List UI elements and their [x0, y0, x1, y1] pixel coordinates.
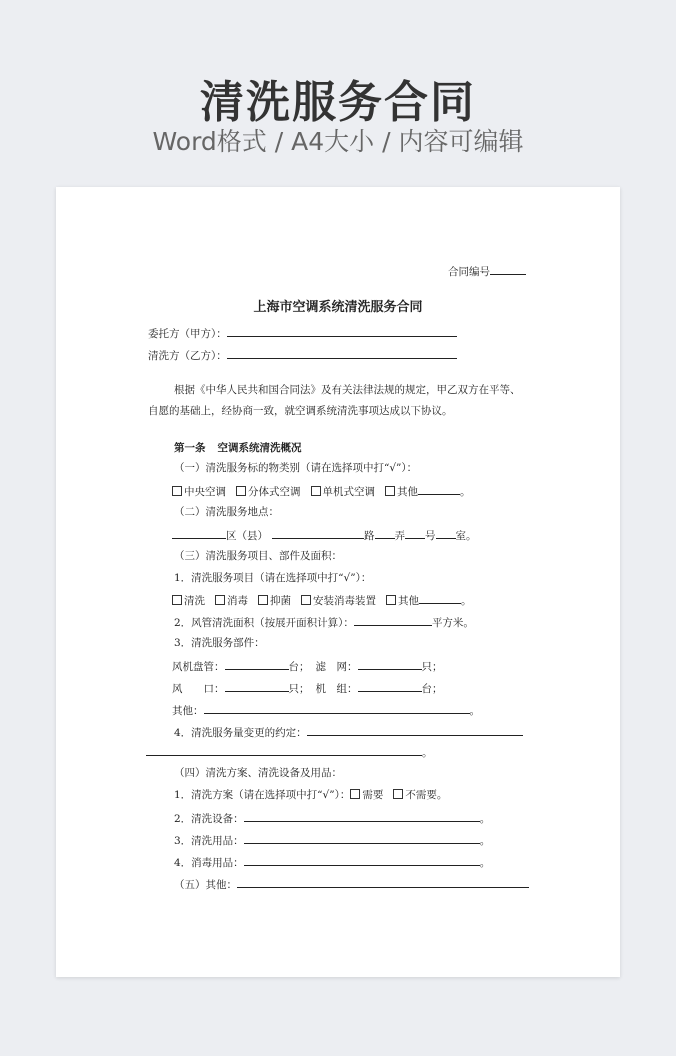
banner-title: 清洗服务合同: [200, 77, 476, 128]
option-central-ac: 中央空调: [184, 486, 226, 498]
supplies-line: [174, 832, 490, 848]
section-1-options: [172, 483, 471, 499]
plan-line: [174, 788, 447, 802]
fan-coil-field[interactable]: [225, 658, 289, 670]
service-items-options: [172, 592, 472, 608]
intro-line-1: 根据《中华人民共和国合同法》及有关法律法规的规定，甲乙双方在平等、: [174, 384, 521, 396]
vent-unit: 只；: [288, 683, 310, 695]
equipment-label: 2．清洗设备：: [174, 813, 244, 825]
duct-area-line: [174, 614, 474, 630]
parts-other-label: 其他：: [172, 705, 204, 717]
section-2-heading: （二）清洗服务地点：: [174, 506, 279, 518]
filter-field[interactable]: [358, 658, 422, 670]
district-field[interactable]: [172, 527, 226, 539]
client-label: 委托方（甲方）：: [148, 328, 227, 340]
document-page: [56, 187, 620, 977]
checkbox-clean[interactable]: [172, 595, 182, 605]
option-clean: 清洗: [184, 595, 205, 607]
parts-line-2: [172, 680, 443, 696]
option-antibacterial: 抑菌: [270, 595, 291, 607]
duct-area-unit: 平方米。: [431, 617, 474, 629]
option-unit-ac: 单机式空调: [322, 486, 375, 498]
section-5-label: （五）其他：: [174, 879, 237, 891]
filter-unit: 只；: [421, 661, 443, 673]
option-plan-yes: 需要: [362, 789, 384, 801]
fan-coil-unit: 台；: [288, 661, 310, 673]
items-end: 。: [461, 595, 472, 607]
section-2-address: [172, 527, 477, 543]
change-agreement-field-2[interactable]: [146, 744, 422, 756]
disinfectant-label: 4．消毒用品：: [174, 857, 244, 869]
room-label: 室。: [455, 530, 477, 542]
machine-unit: 台；: [421, 683, 443, 695]
section-5-line: [174, 876, 529, 892]
option-split-ac: 分体式空调: [248, 486, 301, 498]
checkbox-install-device[interactable]: [301, 595, 311, 605]
supplies-field[interactable]: [244, 832, 480, 844]
checkbox-plan-no[interactable]: [393, 789, 403, 799]
lane-label: 弄: [394, 530, 405, 542]
parts-line-1: [172, 658, 443, 674]
contract-number-label: 合同编号: [448, 266, 490, 278]
client-field[interactable]: [227, 325, 457, 337]
disinfectant-end: 。: [479, 857, 491, 869]
option-other: 其他: [397, 486, 418, 498]
parts-other-end: 。: [469, 705, 480, 717]
duct-area-label: 2．风管清洗面积（按展开面积计算）：: [174, 617, 354, 629]
article-1-title: 空调系统清洗概况: [217, 442, 302, 454]
fan-coil-label: 风机盘管：: [172, 661, 225, 673]
supplies-end: 。: [479, 835, 491, 847]
equipment-line: [174, 810, 490, 826]
option-plan-no: 不需要。: [405, 789, 448, 801]
contract-number-field[interactable]: [490, 263, 526, 275]
change-agreement-field[interactable]: [307, 724, 523, 736]
change-agreement-end: 。: [422, 747, 433, 759]
section-4-heading: （四）清洗方案、清洗设备及用品：: [174, 767, 342, 779]
vent-label: 风 口：: [172, 683, 225, 695]
disinfectant-field[interactable]: [244, 854, 480, 866]
change-agreement-line-2: [146, 744, 433, 760]
lane-field[interactable]: [375, 527, 395, 539]
cleaner-line: [148, 347, 457, 363]
checkbox-other[interactable]: [385, 486, 395, 496]
checkbox-antibacterial[interactable]: [258, 595, 268, 605]
client-line: [148, 325, 457, 341]
document-title: 上海市空调系统清洗服务合同: [253, 300, 423, 315]
number-field[interactable]: [405, 527, 425, 539]
section-3-heading: （三）清洗服务项目、部件及面积：: [174, 550, 342, 562]
service-items-heading: 1．清洗服务项目（请在选择项中打“√”）：: [174, 572, 372, 584]
intro-line-2: 自愿的基础上，经协商一致，就空调系统清洗事项达成以下协议。: [148, 405, 453, 417]
equipment-field[interactable]: [244, 810, 480, 822]
option-other-item: 其他: [398, 595, 419, 607]
parts-other-line: [172, 702, 480, 718]
checkbox-central-ac[interactable]: [172, 486, 182, 496]
checkbox-other-item[interactable]: [386, 595, 396, 605]
section-1-end: 。: [460, 486, 471, 498]
section-5-field[interactable]: [237, 876, 529, 888]
article-1-heading: [174, 441, 302, 455]
equipment-end: 。: [479, 813, 491, 825]
checkbox-unit-ac[interactable]: [311, 486, 321, 496]
other-item-field[interactable]: [419, 592, 461, 604]
parts-heading: 3．清洗服务部件：: [174, 637, 265, 649]
banner-subtitle: Word格式 / A4大小 / 内容可编辑: [152, 127, 524, 156]
plan-label: 1．清洗方案（请在选择项中打“√”）：: [174, 789, 351, 801]
option-install-device: 安装消毒装置: [313, 595, 376, 607]
number-label: 号: [425, 530, 436, 542]
cleaner-field[interactable]: [227, 347, 457, 359]
other-field[interactable]: [418, 483, 460, 495]
cleaner-label: 清洗方（乙方）：: [148, 350, 227, 362]
article-1-number: 第一条: [174, 442, 206, 454]
road-label: 路: [364, 530, 375, 542]
checkbox-plan-yes[interactable]: [350, 789, 360, 799]
vent-field[interactable]: [225, 680, 289, 692]
duct-area-field[interactable]: [354, 614, 432, 626]
room-field[interactable]: [436, 527, 456, 539]
filter-label: 滤 网：: [315, 661, 358, 673]
road-field[interactable]: [272, 527, 364, 539]
change-agreement-label: 4．清洗服务量变更的约定：: [174, 727, 307, 739]
change-agreement-line: [174, 724, 523, 740]
district-label: 区（县）: [226, 530, 268, 542]
supplies-label: 3．清洗用品：: [174, 835, 244, 847]
disinfectant-line: [174, 854, 490, 870]
parts-other-field[interactable]: [204, 702, 470, 714]
section-1-heading: （一）清洗服务标的物类别（请在选择项中打“√”）：: [174, 462, 418, 474]
contract-number-line: [448, 263, 526, 279]
machine-field[interactable]: [358, 680, 422, 692]
option-disinfect: 消毒: [227, 595, 248, 607]
checkbox-split-ac[interactable]: [236, 486, 246, 496]
checkbox-disinfect[interactable]: [215, 595, 225, 605]
machine-label: 机 组：: [315, 683, 358, 695]
